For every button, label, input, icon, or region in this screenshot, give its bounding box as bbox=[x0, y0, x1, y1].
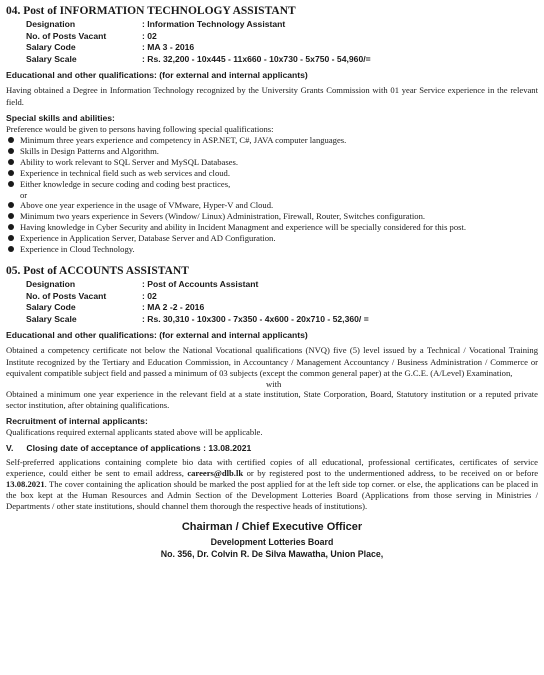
section-05-title bbox=[6, 264, 538, 279]
bullet-icon bbox=[8, 235, 14, 241]
closing-heading-text: Closing date of acceptance of applications : 13.08.2021 bbox=[26, 442, 252, 453]
list-item-text: Experience in Cloud Technology. bbox=[20, 243, 135, 254]
recruitment-text: Qualifications required external applicants stated above will be applicable. bbox=[6, 427, 263, 438]
detail-row bbox=[6, 279, 538, 291]
list-item-text: Experience in technical field such as web services and cloud. bbox=[20, 167, 230, 178]
section-number: 04. bbox=[6, 5, 21, 17]
organization-name: Development Lotteries Board bbox=[210, 536, 334, 547]
email-address: careers@dlb.lk bbox=[187, 467, 244, 478]
list-item bbox=[6, 222, 538, 233]
detail-value: : MA 3 - 2016 bbox=[142, 42, 195, 53]
with-separator: with bbox=[266, 378, 282, 389]
list-item-text: Ability to work relevant to SQL Server and MySQL Databases. bbox=[20, 156, 238, 167]
bullet-icon bbox=[8, 137, 14, 143]
bullet-icon bbox=[8, 170, 14, 176]
qualifications-heading: Educational and other qualifications: (for external and internal applicants) bbox=[6, 70, 308, 81]
qualifications-text: Having obtained a Degree in Information Technology recognized by the University Grants Commission with 01 year Service experience in the relevant field. bbox=[6, 85, 538, 107]
list-item-text: Either knowledge in secure coding and coding best practices, bbox=[20, 178, 231, 189]
skills-list-b bbox=[6, 200, 538, 255]
section-04-details bbox=[6, 19, 538, 65]
bullet-icon bbox=[8, 181, 14, 187]
qualifications-text-2: Obtained a minimum one year experience in the relevant field at a state institution, State Corporation, Board, Statutory institution or a reputed private sector institution, after obtaining qualifications. bbox=[6, 388, 538, 411]
skills-list-a bbox=[6, 135, 538, 190]
qualifications-text-1: Obtained a competency certificate not below the National Vocational qualifications (NVQ) five (5) level issued by a Technical / Vocational Training Institute recognized by the Tertiary and Education Commission, in Accountancy / Management Accountancy / Business Administration / Commerce or equivalent compatible subject field and passed a minimum of 03 subjects (except the common general paper) at the G.C.E. (A/Level) Examination, bbox=[6, 345, 538, 378]
detail-row bbox=[6, 19, 538, 31]
skills-heading: Special skills and abilities: bbox=[6, 112, 115, 123]
list-item-text: Minimum two years experience in Severs (Window/ Linux) Administration, Firewall, Router, Switches configuration. bbox=[20, 210, 426, 221]
detail-key: Designation bbox=[26, 278, 76, 289]
detail-value: : Rs. 32,200 - 10x445 - 11x660 - 10x730 - 5x750 - 54,960/= bbox=[142, 53, 371, 64]
detail-key: No. of Posts Vacant bbox=[26, 30, 107, 41]
section-04-title bbox=[6, 4, 538, 19]
list-item bbox=[6, 168, 538, 179]
closing-text bbox=[6, 457, 538, 513]
list-item-text: Skills in Design Patterns and Algorithm. bbox=[20, 145, 159, 156]
section-05-details bbox=[6, 279, 538, 325]
detail-row bbox=[6, 42, 538, 54]
detail-key: Salary Code bbox=[26, 42, 76, 53]
detail-value: : MA 2 -2 - 2016 bbox=[142, 302, 205, 313]
detail-value: : 02 bbox=[142, 30, 157, 41]
detail-key: Salary Scale bbox=[26, 53, 77, 64]
detail-value: : Information Technology Assistant bbox=[142, 19, 286, 29]
list-item bbox=[6, 146, 538, 157]
organization-address: No. 356, Dr. Colvin R. De Silva Mawatha, Union Place, bbox=[160, 548, 384, 559]
list-item bbox=[6, 157, 538, 168]
qualifications-heading: Educational and other qualifications: (for external and internal applicants) bbox=[6, 330, 308, 341]
list-item-text: Minimum three years experience and competency in ASP.NET, C#, JAVA computer languages. bbox=[20, 134, 347, 145]
list-item bbox=[6, 135, 538, 146]
list-item-text: Above one year experience in the usage of VMware, Hyper-V and Cloud. bbox=[20, 199, 274, 210]
closing-text-part: . The cover containing the aplication should be marked the post applied for at the left side top corner. or else, the applications can be placed in the box kept at the Human Resources and Admin Section of the Development Lotteries Board (Applications from those serving in Ministries / Departments / other state institutions, should channel them thorough the respective heads of institutions). bbox=[6, 478, 538, 512]
detail-value: : Post of Accounts Assistant bbox=[142, 278, 259, 289]
section-title-text: Post of ACCOUNTS ASSISTANT bbox=[23, 264, 189, 277]
closing-text-part: Self-preferred applications containing complete bio data with certified copies of all educational, professional certificates, certificates of service experience, could either be sent to email address, bbox=[6, 456, 538, 478]
recruitment-heading: Recruitment of internal applicants: bbox=[6, 416, 148, 427]
detail-value: : Rs. 30,310 - 10x300 - 7x350 - 4x600 - 20x710 - 52,360/ = bbox=[142, 313, 369, 324]
closing-date: 13.08.2021 bbox=[6, 478, 45, 489]
section-number: 05. bbox=[6, 264, 21, 277]
bullet-icon bbox=[8, 148, 14, 154]
detail-row bbox=[6, 314, 538, 326]
or-separator: or bbox=[20, 189, 28, 200]
list-item bbox=[6, 244, 538, 255]
bullet-icon bbox=[8, 202, 14, 208]
detail-row bbox=[6, 31, 538, 43]
bullet-icon bbox=[8, 159, 14, 165]
detail-row bbox=[6, 302, 538, 314]
closing-text-part: or by registered post to the undermentioned address, to be received on or before bbox=[243, 467, 539, 478]
list-item bbox=[6, 211, 538, 222]
section-title-text: Post of INFORMATION TECHNOLOGY ASSISTANT bbox=[23, 5, 296, 17]
detail-key: Designation bbox=[26, 19, 76, 29]
detail-key: Salary Scale bbox=[26, 313, 77, 324]
list-item bbox=[6, 179, 538, 190]
detail-value: : 02 bbox=[142, 290, 157, 301]
detail-key: Salary Code bbox=[26, 302, 76, 313]
skills-intro: Preference would be given to persons having following special qualifications: bbox=[6, 123, 274, 134]
detail-row bbox=[6, 291, 538, 303]
detail-row bbox=[6, 54, 538, 66]
bullet-icon bbox=[8, 213, 14, 219]
list-item-text: Experience in Application Server, Database Server and AD Configuration. bbox=[20, 232, 276, 243]
bullet-icon bbox=[8, 224, 14, 230]
detail-key: No. of Posts Vacant bbox=[26, 290, 107, 301]
vacancy-notice bbox=[6, 4, 538, 560]
list-item-text: Having knowledge in Cyber Security and ability in Incident Managment and experience will be specially considered for this post. bbox=[20, 221, 467, 232]
list-item bbox=[6, 233, 538, 244]
closing-heading bbox=[6, 442, 538, 454]
closing-number: V. bbox=[6, 442, 14, 453]
bullet-icon bbox=[8, 246, 14, 252]
list-item bbox=[6, 200, 538, 211]
signatory-title: Chairman / Chief Executive Officer bbox=[181, 520, 363, 533]
